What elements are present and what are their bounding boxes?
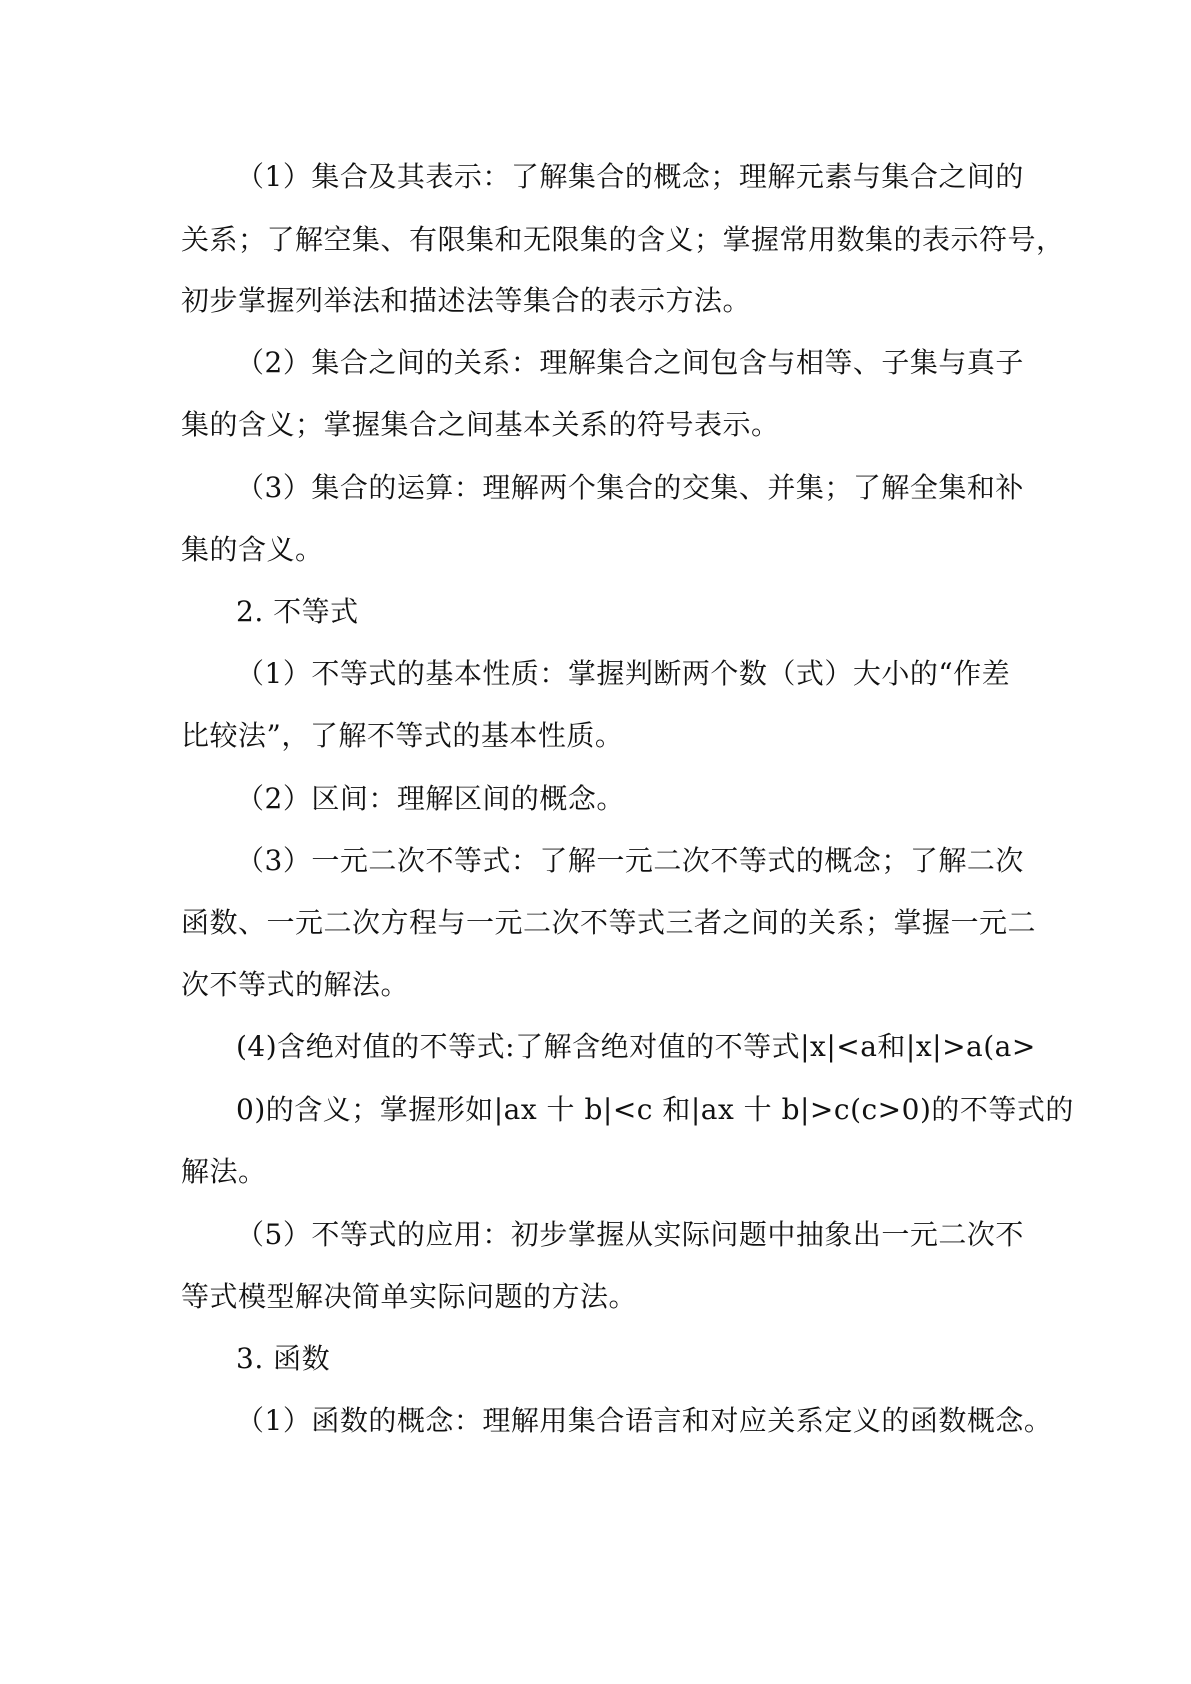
text-line: （3）集合的运算：理解两个集合的交集、并集；了解全集和补 — [236, 471, 1024, 504]
text-line: （5）不等式的应用：初步掌握从实际问题中抽象出一元二次不 — [236, 1218, 1024, 1251]
section-heading: 3. 函数 — [236, 1342, 331, 1375]
text-line: 函数、一元二次方程与一元二次不等式三者之间的关系；掌握一元二 — [181, 906, 1037, 939]
text-line: (4)含绝对值的不等式:了解含绝对值的不等式|x|<a和|x|>a(a> — [236, 1030, 1036, 1063]
text-line: 0)的含义；掌握形如|ax 十 b|<c 和|ax 十 b|>c(c>0)的不等式的 — [236, 1093, 1074, 1126]
text-line: （3）一元二次不等式：了解一元二次不等式的概念；了解二次 — [236, 844, 1024, 877]
text-line: （1）集合及其表示：了解集合的概念；理解元素与集合之间的 — [236, 160, 1024, 193]
text-line: 集的含义。 — [181, 533, 324, 566]
text-line: 关系；了解空集、有限集和无限集的含义；掌握常用数集的表示符号， — [181, 223, 1065, 256]
text-line: 等式模型解决简单实际问题的方法。 — [181, 1280, 638, 1313]
text-line: 比较法”，了解不等式的基本性质。 — [181, 719, 624, 752]
section-heading: 2. 不等式 — [236, 595, 359, 628]
text-line: 解法。 — [181, 1155, 267, 1188]
text-line: 次不等式的解法。 — [181, 968, 410, 1001]
text-line: 初步掌握列举法和描述法等集合的表示方法。 — [181, 284, 752, 317]
text-line: （1）函数的概念：理解用集合语言和对应关系定义的函数概念。 — [236, 1404, 1053, 1437]
text-line: （2）区间：理解区间的概念。 — [236, 782, 625, 815]
text-line: 集的含义；掌握集合之间基本关系的符号表示。 — [181, 408, 780, 441]
text-line: （1）不等式的基本性质：掌握判断两个数（式）大小的“作差 — [236, 657, 1011, 690]
text-line: （2）集合之间的关系：理解集合之间包含与相等、子集与真子 — [236, 346, 1024, 379]
